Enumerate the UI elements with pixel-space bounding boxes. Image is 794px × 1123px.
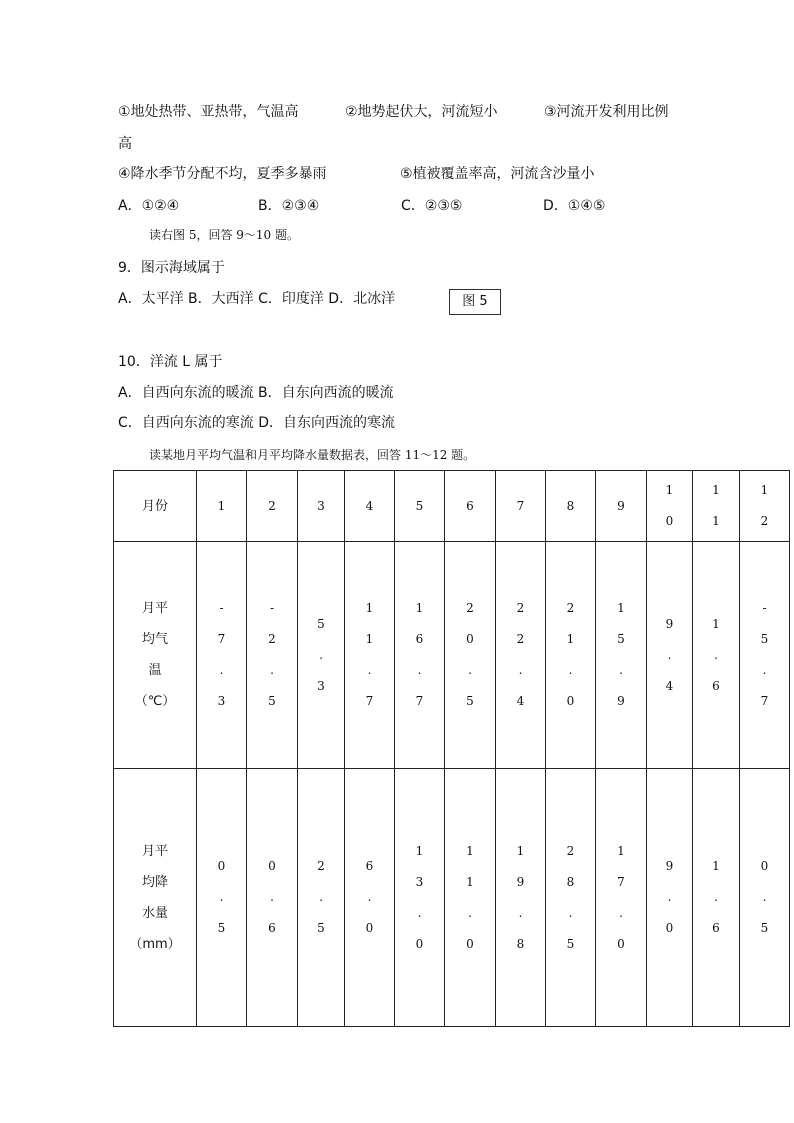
- precipitation-cell-char: 5: [317, 921, 325, 935]
- table-row-precipitation: [114, 769, 790, 1027]
- temperature-cell-char: 9: [665, 616, 674, 631]
- reading-instruction-1: 读右图 5，回答 9～10 题。: [149, 228, 299, 242]
- temperature-cell-char: 5: [317, 616, 325, 631]
- temperature-cell-char: 2: [516, 601, 525, 615]
- month-cell: [395, 471, 445, 542]
- temperature-cell-char: .: [667, 647, 672, 662]
- temperature-cell-char: .: [367, 663, 372, 677]
- reading-instruction-2: 读某地月平均气温和月平均降水量数据表，回答 11～12 题。: [149, 448, 476, 462]
- temperature-cell-char: .: [417, 663, 422, 677]
- temperature-cell-char: 7: [760, 694, 769, 708]
- month-cell-char: 1: [217, 498, 226, 513]
- precipitation-cell-char: .: [568, 905, 573, 920]
- precipitation-cell-char: .: [518, 905, 523, 920]
- temperature-cell-char: 1: [365, 632, 374, 646]
- precipitation-cell-char: 0: [466, 936, 474, 951]
- precipitation-cell: [596, 769, 647, 1027]
- precipitation-cell-char: 5: [566, 936, 575, 951]
- precipitation-cell-char: 0: [760, 859, 769, 873]
- month-cell: [445, 471, 496, 542]
- temperature-cell-char: 0: [566, 694, 575, 708]
- precipitation-cell: [247, 769, 298, 1027]
- month-cell-char: 0: [665, 514, 674, 528]
- temperature-cell-char: 7: [415, 694, 424, 708]
- precipitation-cell-char: 0: [217, 859, 226, 873]
- temperature-cell-char: 3: [317, 678, 325, 693]
- temperature-cell-char: 1: [617, 601, 625, 615]
- precipitation-cell-char: .: [219, 890, 224, 904]
- temperature-cell-char: 0: [466, 632, 474, 646]
- precipitation-cell-char: 0: [268, 859, 276, 873]
- temperature-cell-char: 5: [760, 632, 769, 646]
- temperature-cell-char: .: [219, 663, 224, 677]
- temperature-cell-char: -: [269, 601, 275, 615]
- temperature-cell-char: -: [762, 601, 767, 615]
- temperature-cell: [395, 542, 445, 769]
- temperature-cell: [693, 542, 740, 769]
- precipitation-cell-char: 2: [317, 859, 325, 873]
- temperature-cell-char: 4: [516, 694, 525, 708]
- temperature-cell-char: 6: [415, 632, 424, 646]
- precipitation-cell-char: 5: [760, 921, 769, 935]
- temperature-cell-char: 7: [217, 632, 226, 646]
- option-b: B．②③④: [258, 198, 320, 214]
- question-9: 9．图示海域属于: [118, 260, 225, 276]
- temperature-cell: [647, 542, 693, 769]
- month-cell-char: 1: [760, 483, 769, 497]
- temperature-cell: [740, 542, 790, 769]
- figure-5-label: 图 5: [449, 289, 501, 315]
- statement-3-continued: 高: [118, 136, 132, 152]
- temperature-cell-char: 2: [516, 632, 525, 646]
- precipitation-cell-char: .: [417, 905, 422, 920]
- statement-2: ②地势起伏大，河流短小: [345, 104, 498, 120]
- temperature-cell-char: .: [714, 647, 718, 662]
- row-label-month: 月份: [114, 471, 197, 542]
- month-cell: [298, 471, 345, 542]
- month-cell-char: 1: [712, 514, 720, 528]
- climate-data-table: [113, 470, 790, 1027]
- month-cell: [693, 471, 740, 542]
- precipitation-cell-char: .: [714, 890, 718, 904]
- precipitation-cell-char: 0: [665, 921, 674, 935]
- precipitation-cell-char: 8: [516, 936, 525, 951]
- temperature-cell: [496, 542, 546, 769]
- question-10: 10．洋流 L 属于: [118, 354, 223, 370]
- temperature-cell-char: .: [468, 663, 472, 677]
- option-a: A．①②④: [118, 198, 180, 214]
- row-label-precipitation: 月平 均降 水量 （mm）: [114, 769, 197, 1027]
- month-cell: [496, 471, 546, 542]
- temperature-cell-char: 1: [712, 616, 720, 631]
- precipitation-cell-char: 9: [516, 874, 525, 889]
- table-row-temperature: [114, 542, 790, 769]
- temperature-cell-char: 9: [617, 694, 625, 708]
- precipitation-cell-char: 9: [665, 859, 674, 873]
- precipitation-cell: [445, 769, 496, 1027]
- precipitation-cell-char: 1: [466, 874, 474, 889]
- temperature-cell-char: .: [518, 663, 523, 677]
- temperature-cell-char: 7: [365, 694, 374, 708]
- month-cell-char: 7: [516, 498, 525, 513]
- temperature-cell-char: 5: [617, 632, 625, 646]
- month-cell: [596, 471, 647, 542]
- temperature-cell-char: -: [219, 601, 224, 615]
- precipitation-cell-char: 0: [617, 936, 625, 951]
- temperature-cell-char: 1: [365, 601, 374, 615]
- precipitation-cell-char: 6: [712, 921, 720, 935]
- temperature-cell: [445, 542, 496, 769]
- precipitation-cell: [197, 769, 247, 1027]
- month-cell: [247, 471, 298, 542]
- table-row-months: [114, 471, 790, 542]
- month-cell-char: 9: [617, 498, 625, 513]
- option-d: D．①④⑤: [543, 198, 606, 214]
- precipitation-cell: [693, 769, 740, 1027]
- precipitation-cell-char: .: [319, 890, 323, 904]
- statement-4: ④降水季节分配不均，夏季多暴雨: [118, 166, 327, 182]
- temperature-cell: [298, 542, 345, 769]
- month-cell-char: 6: [466, 498, 474, 513]
- temperature-cell-char: 2: [566, 601, 575, 615]
- precipitation-cell-char: .: [270, 890, 274, 904]
- temperature-cell: [546, 542, 596, 769]
- month-cell-char: 8: [566, 498, 575, 513]
- temperature-cell-char: 1: [566, 632, 575, 646]
- question-9-options: A．太平洋 B．大西洋 C．印度洋 D．北冰洋: [118, 291, 396, 307]
- temperature-cell: [345, 542, 395, 769]
- month-cell-char: 4: [365, 498, 374, 513]
- month-cell: [197, 471, 247, 542]
- month-cell-char: 3: [317, 498, 325, 513]
- precipitation-cell-char: 3: [415, 874, 424, 889]
- temperature-cell-char: 6: [712, 678, 720, 693]
- temperature-cell: [596, 542, 647, 769]
- temperature-cell-char: 4: [665, 678, 674, 693]
- precipitation-cell-char: .: [468, 905, 472, 920]
- temperature-cell-char: 5: [466, 694, 474, 708]
- precipitation-cell-char: .: [667, 890, 672, 904]
- month-cell-char: 5: [415, 498, 424, 513]
- precipitation-cell: [740, 769, 790, 1027]
- precipitation-cell-char: 6: [268, 921, 276, 935]
- precipitation-cell-char: .: [762, 890, 767, 904]
- precipitation-cell: [345, 769, 395, 1027]
- precipitation-cell-char: 1: [516, 843, 525, 858]
- month-cell: [740, 471, 790, 542]
- precipitation-cell-char: .: [367, 890, 372, 904]
- row-label-temperature: 月平 均气 温 （℃）: [114, 542, 197, 769]
- question-10-options-ab: A．自西向东流的暖流 B．自东向西流的暖流: [118, 385, 394, 401]
- temperature-cell-char: .: [619, 663, 623, 677]
- temperature-cell-char: .: [568, 663, 573, 677]
- month-cell: [345, 471, 395, 542]
- precipitation-cell-char: 0: [415, 936, 424, 951]
- question-10-options-cd: C．自西向东流的寒流 D．自东向西流的寒流: [118, 415, 396, 431]
- temperature-cell-char: 2: [268, 632, 276, 646]
- temperature-cell-char: .: [319, 647, 323, 662]
- precipitation-cell-char: 1: [617, 843, 625, 858]
- precipitation-cell-char: 0: [365, 921, 374, 935]
- temperature-cell-char: 5: [268, 694, 276, 708]
- temperature-cell-char: 2: [466, 601, 474, 615]
- month-cell-char: 1: [712, 483, 720, 497]
- temperature-cell: [197, 542, 247, 769]
- precipitation-cell-char: 6: [365, 859, 374, 873]
- statement-5: ⑤植被覆盖率高，河流含沙量小: [400, 166, 595, 182]
- precipitation-cell-char: 2: [566, 843, 575, 858]
- option-c: C．②③⑤: [401, 198, 463, 214]
- temperature-cell-char: 3: [217, 694, 226, 708]
- month-cell: [647, 471, 693, 542]
- temperature-cell: [247, 542, 298, 769]
- temperature-cell-char: .: [270, 663, 274, 677]
- temperature-cell-char: 1: [415, 601, 424, 615]
- month-cell: [546, 471, 596, 542]
- temperature-cell-char: .: [762, 663, 767, 677]
- precipitation-cell-char: 1: [415, 843, 424, 858]
- month-cell-char: 1: [665, 483, 674, 497]
- month-cell-char: 2: [760, 514, 769, 528]
- precipitation-cell: [647, 769, 693, 1027]
- precipitation-cell-char: 1: [712, 859, 720, 873]
- precipitation-cell: [496, 769, 546, 1027]
- precipitation-cell-char: 5: [217, 921, 226, 935]
- statement-3: ③河流开发利用比例: [544, 104, 669, 120]
- precipitation-cell-char: 8: [566, 874, 575, 889]
- precipitation-cell-char: 7: [617, 874, 625, 889]
- precipitation-cell: [546, 769, 596, 1027]
- precipitation-cell: [298, 769, 345, 1027]
- precipitation-cell: [395, 769, 445, 1027]
- precipitation-cell-char: 1: [466, 843, 474, 858]
- statement-1: ①地处热带、亚热带，气温高: [118, 104, 299, 120]
- month-cell-char: 2: [268, 498, 276, 513]
- precipitation-cell-char: .: [619, 905, 623, 920]
